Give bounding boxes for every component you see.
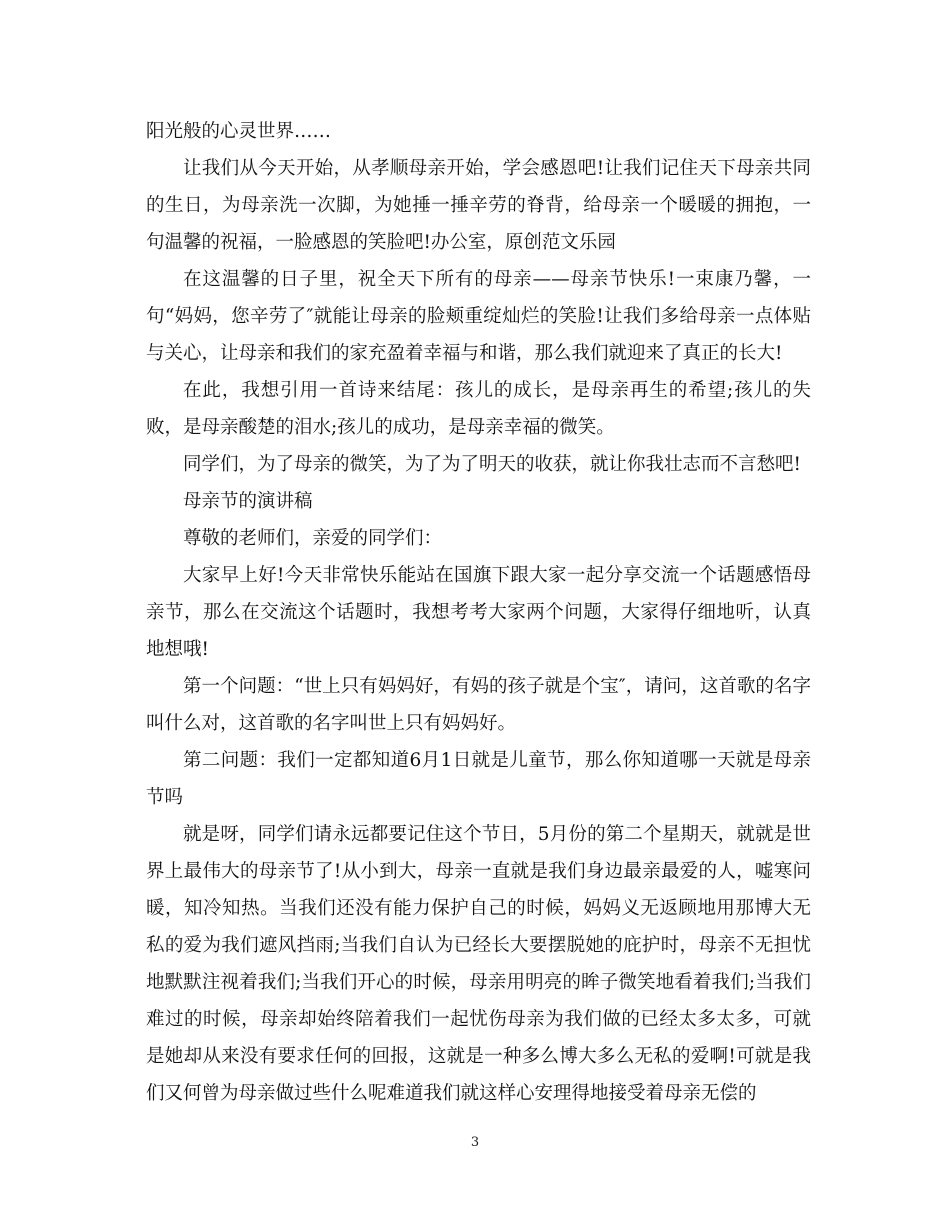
paragraph-8: 大家早上好!今天非常快乐能站在国旗下跟大家一起分享交流一个话题感悟母亲节，那么在交流这个话题时，我想考考大家两个问题，大家得仔细地听，认真地想哦! (146, 565, 811, 660)
paragraph-4: 在此，我想引用一首诗来结尾：孩儿的成长，是母亲再生的希望;孩儿的失败，是母亲酸楚的泪水;孩儿的成功，是母亲幸福的微笑。 (146, 380, 811, 438)
page-number: 3 (470, 1135, 480, 1150)
paragraph-11: 就是呀，同学们请永远都要记住这个节日，5月份的第二个星期天，就就是世界上最伟大的母亲节了!从小到大，母亲一直就是我们身边最亲最爱的人，嘘寒问暖，知冷知热。当我们还没有能力保护自己的时候，妈妈义无返顾地用那博大无私的爱为我们遮风挡雨;当我们自认为已经长大要摆脱她的庇护时，母亲不无担忧地默默注视着我们;当我们开心的时候，母亲用明亮的眸子微笑地看着我们;当我们难过的时候，母亲却始终陪着我们一起忧伤母亲为我们做的已经太多太多，可就是她却从来没有要求任何的回报，这就是一种多么博大多么无私的爱啊!可就是我们又何曾为母亲做过些什么呢难道我们就这样心安理得地接受着母亲无偿的 (146, 824, 811, 1104)
paragraph-3: 在这温馨的日子里，祝全天下所有的母亲——母亲节快乐!一束康乃馨，一句“妈妈，您辛劳了″就能让母亲的脸颊重绽灿烂的笑脸!让我们多给母亲一点体贴与关心，让母亲和我们的家充盈着幸福与和谐，那么我们就迎来了真正的长大! (146, 269, 811, 364)
paragraph-10: 第二问题：我们一定都知道6月1日就是儿童节，那么你知道哪一天就是母亲节吗 (146, 750, 811, 808)
paragraph-9: 第一个问题：“世上只有妈妈好，有妈的孩子就是个宝″，请问，这首歌的名字叫什么对，这首歌的名字叫世上只有妈妈好。 (146, 676, 811, 734)
paragraph-2: 让我们从今天开始，从孝顺母亲开始，学会感恩吧!让我们记住天下母亲共同的生日，为母亲洗一次脚，为她捶一捶辛劳的脊背，给母亲一个暖暖的拥抱，一句温馨的祝福，一脸感恩的笑脸吧!办公室，原创范文乐园 (146, 158, 811, 253)
body-text (146, 113, 811, 1112)
paragraph-5: 同学们，为了母亲的微笑，为了为了明天的收获，就让你我壮志而不言愁吧! (183, 454, 801, 475)
paragraph-1: 阳光般的心灵世界…… (146, 121, 332, 142)
section-title: 母亲节的演讲稿 (183, 491, 313, 512)
salutation: 尊敬的老师们，亲爱的同学们： (183, 528, 443, 549)
